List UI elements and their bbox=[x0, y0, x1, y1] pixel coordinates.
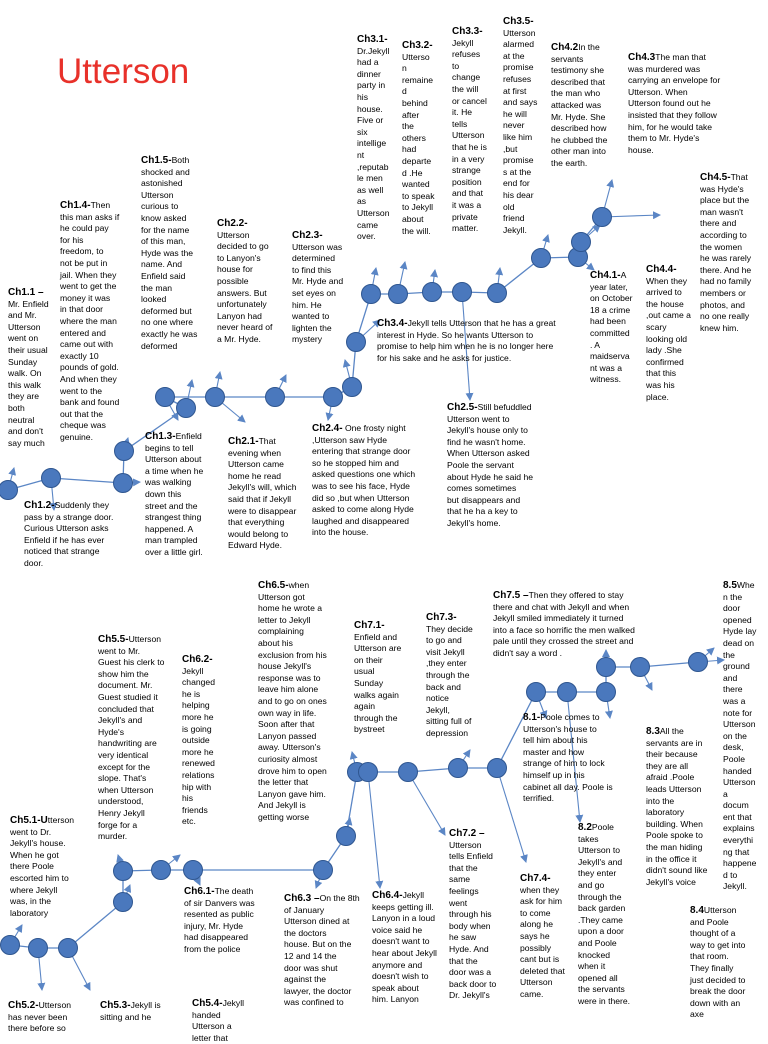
note-ch7-1 bbox=[354, 620, 416, 736]
timeline-node bbox=[597, 658, 616, 677]
note-ch2-1 bbox=[228, 436, 314, 552]
note-ch3-5 bbox=[503, 16, 553, 236]
note-ch7-2 bbox=[449, 828, 509, 1002]
note-heading: 8.3 bbox=[646, 726, 660, 737]
note-c8-2 bbox=[578, 822, 638, 1008]
timeline-node bbox=[152, 861, 171, 880]
note-ch7-3 bbox=[426, 612, 484, 740]
note-heading: Ch6.3 – bbox=[284, 893, 320, 904]
note-ch3-1 bbox=[357, 34, 401, 243]
note-body: Utterson went to Mr. Guest his clerk to show him the document. Mr. Guest studied it concluded that Jekyll's and Hyde's handwriting are very identical except for the slope. That's when Utterson understood, Henry Jekyll forge for a murder. bbox=[98, 634, 165, 842]
timeline-node bbox=[532, 249, 551, 268]
note-body: Utterson has never been there before so bbox=[8, 1000, 72, 1034]
timeline-node bbox=[631, 658, 650, 677]
timeline-node bbox=[343, 378, 362, 397]
note-heading: Ch4.2 bbox=[551, 42, 579, 53]
note-body: Enfield begins to tell Utterson about a time when he was walking down this street and the strangest thing happened. A man trampled over a little girl. bbox=[145, 431, 204, 557]
note-body: Utterson tells Enfield that the same feelings went through his body when he saw Hyde. And that the door was a back door to Dr. Jekyll's bbox=[449, 839, 497, 1001]
note-body: Utterson alarmed at the promise refuses at first and says he will never like him ,but promise s at the end for his dear old friend Jekyll. bbox=[503, 27, 538, 235]
timeline-node bbox=[558, 683, 577, 702]
note-ch2-4 bbox=[312, 423, 438, 539]
note-heading: Ch5.1-U bbox=[10, 815, 48, 826]
timeline-node bbox=[177, 399, 196, 418]
note-body: A year later, on October 18 a crime had been committed . A maidserva nt was a witness. bbox=[590, 270, 633, 385]
note-ch5-3 bbox=[100, 1000, 184, 1023]
note-body: Jekyll handed Utterson a letter that bbox=[192, 998, 245, 1043]
timeline-node bbox=[527, 683, 546, 702]
annotation-arrow bbox=[408, 772, 445, 835]
note-body: Poole comes to Utterson's house to tell him about his master and how strange of him to lock himself up in his cabinet all day. Poole is terrified. bbox=[523, 712, 613, 804]
note-ch1-4 bbox=[60, 200, 140, 443]
note-body: One frosty night ,Utterson saw Hyde entering that strange door so he stopped him and asked questions one which was to see his face, Hyde did so ,but when Utterson asked to come along Hyde laughed and disappeared into the house. bbox=[312, 423, 416, 538]
timeline-node bbox=[337, 827, 356, 846]
note-heading: Ch2.2- bbox=[217, 218, 248, 229]
note-body: Utterson decided to go to Lanyon's house for possible answers. But unfortunately Lanyon had never heard of a Mr. Hyde. bbox=[217, 229, 273, 344]
note-ch4-1 bbox=[590, 270, 642, 386]
note-body: The death of sir Danvers was resented as public injury, Mr. Hyde had disappeared from the police bbox=[184, 886, 255, 954]
note-heading: 8.2 bbox=[578, 822, 592, 833]
note-heading: 8.5 bbox=[723, 580, 737, 591]
note-ch6-3 bbox=[284, 893, 364, 1009]
note-heading: Ch7.5 – bbox=[493, 590, 529, 601]
note-body: Utterson was determined to find this Mr. Hyde and set eyes on him. He wanted to lighten the mystery bbox=[292, 241, 344, 345]
note-heading: Ch1.2- bbox=[24, 500, 55, 511]
note-heading: Ch4.1- bbox=[590, 270, 621, 281]
note-heading: 8.4 bbox=[690, 905, 704, 916]
note-heading: Ch7.1- bbox=[354, 620, 385, 631]
note-ch5-2 bbox=[8, 1000, 94, 1035]
note-ch2-3 bbox=[292, 230, 362, 346]
note-ch5-1 bbox=[10, 815, 94, 919]
timeline-node bbox=[114, 893, 133, 912]
note-ch2-2 bbox=[217, 218, 297, 346]
timeline-node bbox=[324, 388, 343, 407]
timeline-node bbox=[59, 939, 78, 958]
note-heading: Ch5.5- bbox=[98, 634, 129, 645]
timeline-node bbox=[29, 939, 48, 958]
note-c8-1 bbox=[523, 712, 627, 805]
note-body: They decide to go and visit Jekyll ,they enter through the back and notice Jekyll, sitting full of depression bbox=[426, 623, 473, 738]
timeline-node bbox=[1, 936, 20, 955]
note-body: On the 8th of January Utterson dined at the doctors house. But on the 12 and 14 the door was shut against the lawyer, the doctor was confined to bbox=[284, 893, 360, 1008]
note-c8-5 bbox=[723, 580, 767, 893]
timeline-node bbox=[156, 388, 175, 407]
note-body: Poole takes Utterson to Jekyll's and they enter and go through the back garden .They came upon a door and Poole knocked when it opened all the servants were in there. bbox=[578, 822, 631, 1006]
note-ch6-1 bbox=[184, 886, 280, 956]
note-heading: Ch3.3- bbox=[452, 26, 483, 37]
note-body: Utterson and Poole thought of a way to get into that room. They finally just decided to break the door down with an axe bbox=[690, 905, 746, 1020]
note-heading: Ch5.4- bbox=[192, 998, 223, 1009]
note-ch1-1 bbox=[8, 287, 68, 449]
timeline-node bbox=[488, 284, 507, 303]
timeline-node bbox=[572, 233, 591, 252]
note-ch4-5 bbox=[700, 172, 764, 334]
timeline-node bbox=[453, 283, 472, 302]
note-body: Jekyll refuses to change the will or cancel it. He tells Utterson that he is in a very strange position and that it was a private matter. bbox=[452, 37, 487, 234]
note-heading: Ch6.2- bbox=[182, 654, 213, 665]
note-body: Jekyll tells Utterson that he has a great interest in Hyde. So he wants Utterson to promise to help him when he is no longer here for his sake and he asks for justice. bbox=[377, 318, 556, 363]
note-body: Jekyll is sitting and he bbox=[100, 1000, 161, 1022]
note-body: when they ask for him to come along he says he possibly cant but is deleted that Utterson came. bbox=[520, 884, 565, 999]
note-body: Still befuddled Utterson went to Jekyll's house only to find he wasn't home. When Utterson asked Poole the servant about Hyde he said he comes sometimes but disappears and that he ha a key to Jekyll's home. bbox=[447, 402, 534, 528]
annotation-arrow bbox=[368, 772, 380, 888]
timeline-node bbox=[115, 442, 134, 461]
note-body: tterson went to Dr. Jekyll's house. When he got there Poole escorted him to where Jekyll was, in the laboratory bbox=[10, 815, 75, 918]
note-heading: 8.1- bbox=[523, 712, 541, 723]
note-heading: Ch6.5- bbox=[258, 580, 289, 591]
note-heading: Ch6.4- bbox=[372, 890, 403, 901]
timeline-node bbox=[359, 763, 378, 782]
diagram-title: Utterson bbox=[57, 52, 190, 91]
timeline-node bbox=[597, 683, 616, 702]
note-heading: Ch3.2- bbox=[402, 40, 433, 51]
note-heading: Ch1.3- bbox=[145, 431, 176, 442]
timeline-node bbox=[362, 285, 381, 304]
note-body: Both shocked and astonished Utterson curious to know asked for the name of this man, Hyde was the name. And Enfield said the man looked deformed but no one where exactly he was deformed bbox=[141, 155, 198, 351]
timeline-node bbox=[314, 861, 333, 880]
note-body: Utterso n remaine d behind after the others had departe d .He wanted to speak to Jekyll about the will. bbox=[402, 51, 435, 236]
note-ch5-4 bbox=[192, 998, 254, 1044]
note-body: Dr.Jekyll had a dinner party in his house. Five or six intellige nt ,reputab le men as well as Utterson came over. bbox=[357, 45, 390, 242]
note-body: Suddenly they pass by a strange door. Curious Utterson asks Enfield if he has ever noticed that strange door. bbox=[24, 500, 114, 568]
note-ch1-3 bbox=[145, 431, 225, 559]
note-ch6-2 bbox=[182, 654, 232, 828]
note-heading: Ch1.5- bbox=[141, 155, 172, 166]
note-body: when Utterson got home he wrote a letter to Jekyll complaining about his exclusion from his house Jekyll's response was to leave him alone and to go on ones own way in life. Soon after that Lanyon passed away. Utterson's curiosity almost drove him to open the letter that Lanyon gave him. And Jekyll is getting worse bbox=[258, 580, 327, 822]
note-heading: Ch5.3- bbox=[100, 1000, 131, 1011]
note-ch6-4 bbox=[372, 890, 452, 1006]
timeline-node bbox=[0, 481, 18, 500]
note-ch3-3 bbox=[452, 26, 496, 235]
timeline-node bbox=[488, 759, 507, 778]
note-heading: Ch4.4- bbox=[646, 264, 677, 275]
timeline-node bbox=[389, 285, 408, 304]
note-ch6-5 bbox=[258, 580, 344, 823]
note-heading: Ch7.3- bbox=[426, 612, 457, 623]
timeline-node bbox=[399, 763, 418, 782]
note-heading: Ch3.5- bbox=[503, 16, 534, 27]
timeline-connector bbox=[51, 478, 123, 483]
note-c8-3 bbox=[646, 726, 724, 888]
timeline-node bbox=[593, 208, 612, 227]
note-ch7-4 bbox=[520, 873, 574, 1001]
note-heading: Ch2.4- bbox=[312, 423, 343, 434]
timeline-node bbox=[206, 388, 225, 407]
note-ch3-2 bbox=[402, 40, 444, 237]
note-heading: Ch7.4- bbox=[520, 873, 551, 884]
note-heading: Ch2.5- bbox=[447, 402, 478, 413]
note-body: Then this man asks if he could pay for his freedom, to not be put in jail. When they went to get the money it was in that door where the man entered and came out with exactly 10 pounds of gold. And when they went to the bank and found out that the cheque was genuine. bbox=[60, 200, 120, 442]
timeline-node bbox=[689, 653, 708, 672]
note-body: The man that was murdered was carrying an envelope for Utterson. When Utterson found out he insisted that they follow him, for he would take them to Mr. Hyde's house. bbox=[628, 52, 721, 155]
note-ch1-2 bbox=[24, 500, 134, 570]
note-c8-4 bbox=[690, 905, 756, 1021]
note-heading: Ch7.2 – bbox=[449, 828, 485, 839]
note-body: Jekyll changed he is helping more he is going outside more he renewed relations hip with his friends etc. bbox=[182, 665, 215, 827]
note-body: Mr. Enfield and Mr. Utterson went on their usual Sunday walk. On this walk they are both neutral and don't say much bbox=[8, 298, 49, 448]
timeline-node bbox=[42, 469, 61, 488]
note-heading: Ch2.1- bbox=[228, 436, 259, 447]
timeline-node bbox=[114, 862, 133, 881]
timeline-node bbox=[423, 283, 442, 302]
note-heading: Ch6.1- bbox=[184, 886, 215, 897]
note-ch3-4 bbox=[377, 318, 617, 364]
timeline-node bbox=[266, 388, 285, 407]
note-ch1-5 bbox=[141, 155, 213, 352]
note-heading: Ch3.1- bbox=[357, 34, 388, 45]
note-heading: Ch5.2- bbox=[8, 1000, 39, 1011]
note-ch2-5 bbox=[447, 402, 561, 530]
note-body: In the servants testimony she described that the man who attacked was Mr. Hyde. She described how he clubbed the other man into the earth. bbox=[551, 42, 608, 168]
note-heading: Ch4.3 bbox=[628, 52, 656, 63]
note-body: Enfield and Utterson are on their usual Sunday walks again again through the bystreet bbox=[354, 631, 402, 735]
note-body: That was Hyde's place but the man wasn't there and according to the women he was rarely there. And he had no family members or photos, and no one really knew him. bbox=[700, 172, 752, 333]
note-heading: Ch3.4- bbox=[377, 318, 408, 329]
note-body: That evening when Utterson came home he read Jekyll's will, which said that if Jekyll were to disappear that everything would belong to Edward Hyde. bbox=[228, 436, 297, 551]
note-ch5-5 bbox=[98, 634, 182, 843]
note-body: Jekyll keeps getting ill. Lanyon in a loud voice said he doesn't want to hear about Jekyll anymore and doesn't wish to speak about him. Lanyon bbox=[372, 890, 437, 1005]
timeline-node bbox=[449, 759, 468, 778]
note-body: Then they offered to stay there and chat with Jekyll and when Jekyll smiled immediately it turned into a face so horrific the men walked pale until they crossed the street and didn't say a word . bbox=[493, 590, 635, 658]
note-heading: Ch1.1 – bbox=[8, 287, 44, 298]
note-body: All the servants are in their because they are all afraid .Poole leads Utterson into the laboratory building. When Poole spoke to the man hiding in the office it didn't sound like Jekyll's voice bbox=[646, 726, 708, 887]
note-body: When they arrived to the house ,out came a scary looking old lady .She confirmed that this was his place. bbox=[646, 275, 691, 402]
timeline-node bbox=[114, 474, 133, 493]
note-ch4-2 bbox=[551, 42, 631, 170]
note-heading: Ch4.5- bbox=[700, 172, 731, 183]
note-heading: Ch1.4- bbox=[60, 200, 91, 211]
note-heading: Ch2.3- bbox=[292, 230, 323, 241]
note-body: Whe n the door opened Hyde lay dead on the ground and there was a note for Utterson on the desk, Poole handed Utterson a docum ent that explains everythi ng that happene d to Jekyll. bbox=[723, 580, 757, 892]
note-ch4-3 bbox=[628, 52, 758, 156]
timeline-node bbox=[184, 861, 203, 880]
note-ch7-5 bbox=[493, 590, 669, 660]
